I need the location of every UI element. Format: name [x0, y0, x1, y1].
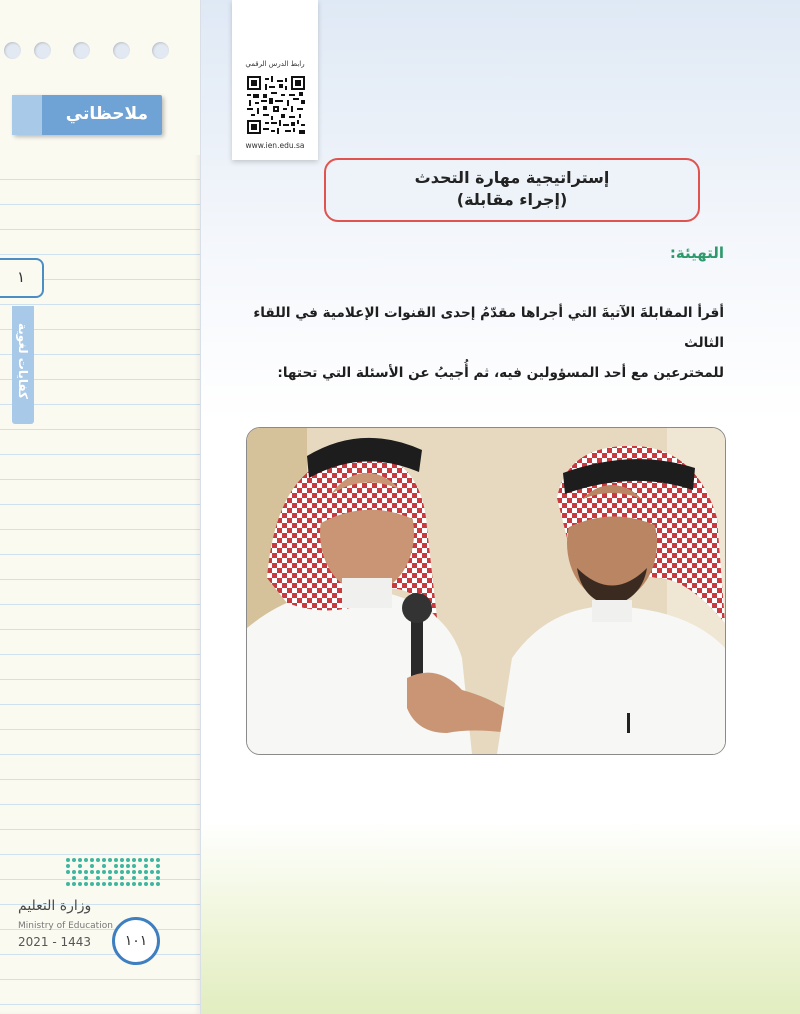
logo-dot	[144, 864, 148, 868]
logo-dot	[96, 870, 100, 874]
binder-hole	[34, 42, 51, 59]
logo-dot	[66, 864, 70, 868]
warmup-heading: التهيئة:	[669, 244, 724, 262]
logo-dot	[132, 858, 136, 862]
logo-dot	[138, 870, 142, 874]
logo-dot	[114, 864, 118, 868]
logo-dot	[150, 882, 154, 886]
logo-dot	[72, 882, 76, 886]
logo-dot	[120, 864, 124, 868]
warmup-instructions	[224, 298, 724, 388]
logo-dot	[126, 864, 130, 868]
logo-dot	[66, 882, 70, 886]
logo-dot	[72, 870, 76, 874]
binder-hole	[73, 42, 90, 59]
lesson-title: إستراتيجية مهارة التحدث	[414, 168, 610, 187]
lesson-title-box	[324, 158, 700, 222]
logo-dot	[126, 858, 130, 862]
logo-dot	[120, 882, 124, 886]
logo-dot	[84, 882, 88, 886]
logo-dot	[96, 876, 100, 880]
binder-hole	[113, 42, 130, 59]
notes-column	[0, 0, 201, 1014]
notes-label: ملاحظاتي	[65, 104, 148, 124]
logo-dot	[156, 870, 160, 874]
qr-card[interactable]	[232, 0, 318, 160]
logo-dot	[126, 870, 130, 874]
logo-dot	[132, 882, 136, 886]
logo-dot	[150, 858, 154, 862]
lesson-subtitle: (إجراء مقابلة)	[456, 190, 568, 209]
logo-dot	[120, 870, 124, 874]
logo-dot	[78, 870, 82, 874]
logo-dot	[84, 858, 88, 862]
logo-dot	[78, 864, 82, 868]
page-number: ١٠١	[112, 917, 160, 965]
logo-dot	[102, 858, 106, 862]
notes-tab	[12, 95, 162, 135]
logo-dot	[156, 864, 160, 868]
logo-dot	[84, 870, 88, 874]
logo-dot	[72, 876, 76, 880]
logo-dot	[126, 882, 130, 886]
logo-dot	[108, 870, 112, 874]
logo-dot	[102, 882, 106, 886]
logo-dot	[102, 870, 106, 874]
logo-dot	[90, 870, 94, 874]
logo-dot	[132, 864, 136, 868]
logo-dot	[144, 876, 148, 880]
unit-tab	[12, 306, 34, 424]
logo-dot	[90, 882, 94, 886]
logo-dot	[132, 870, 136, 874]
logo-dot	[96, 858, 100, 862]
logo-dot	[114, 858, 118, 862]
logo-dot	[120, 876, 124, 880]
warmup-line-1: أقرأ المقابلةَ الآتيةَ التي أجراها مقدّمُ إحدى القنوات الإعلامية في اللقاء الثالث	[253, 305, 724, 351]
logo-dot	[90, 864, 94, 868]
binder-hole	[152, 42, 169, 59]
logo-dot	[72, 858, 76, 862]
logo-dot	[114, 870, 118, 874]
logo-dot	[108, 876, 112, 880]
unit-label: كفايات لغوية	[16, 323, 30, 399]
logo-dot	[144, 882, 148, 886]
edition-year: 2021 - 1443	[18, 935, 92, 949]
logo-dot	[66, 858, 70, 862]
qr-code-icon[interactable]	[247, 76, 305, 134]
ministry-name-ar: وزارة التعليم	[18, 898, 92, 914]
logo-dot	[156, 876, 160, 880]
logo-dot	[138, 882, 142, 886]
logo-dot	[132, 876, 136, 880]
logo-dot	[102, 864, 106, 868]
logo-dot	[144, 858, 148, 862]
logo-dot	[144, 870, 148, 874]
warmup-line-2: للمخترعين مع أحد المسؤولين فيه، ثم أُجيبُ عن الأسئلة التي تحتها:	[277, 365, 724, 381]
binder-hole	[4, 42, 21, 59]
ministry-name-en: Ministry of Education	[18, 921, 113, 931]
logo-dot	[84, 876, 88, 880]
logo-dot	[66, 870, 70, 874]
interview-photo	[246, 427, 726, 755]
logo-dot	[78, 858, 82, 862]
logo-dot	[78, 882, 82, 886]
logo-dot	[150, 870, 154, 874]
logo-dot	[96, 882, 100, 886]
logo-dot	[108, 882, 112, 886]
logo-dot	[108, 858, 112, 862]
logo-dot	[114, 882, 118, 886]
logo-dot	[156, 882, 160, 886]
logo-dot	[90, 858, 94, 862]
logo-dot	[156, 858, 160, 862]
unit-number: ١	[0, 258, 44, 298]
logo-dot	[120, 858, 124, 862]
ministry-logo-icon	[66, 858, 162, 892]
logo-dot	[138, 858, 142, 862]
interview-illustration-icon	[247, 428, 725, 754]
qr-url[interactable]: www.ien.edu.sa	[245, 141, 305, 150]
qr-label: رابط الدرس الرقمي	[245, 60, 305, 68]
